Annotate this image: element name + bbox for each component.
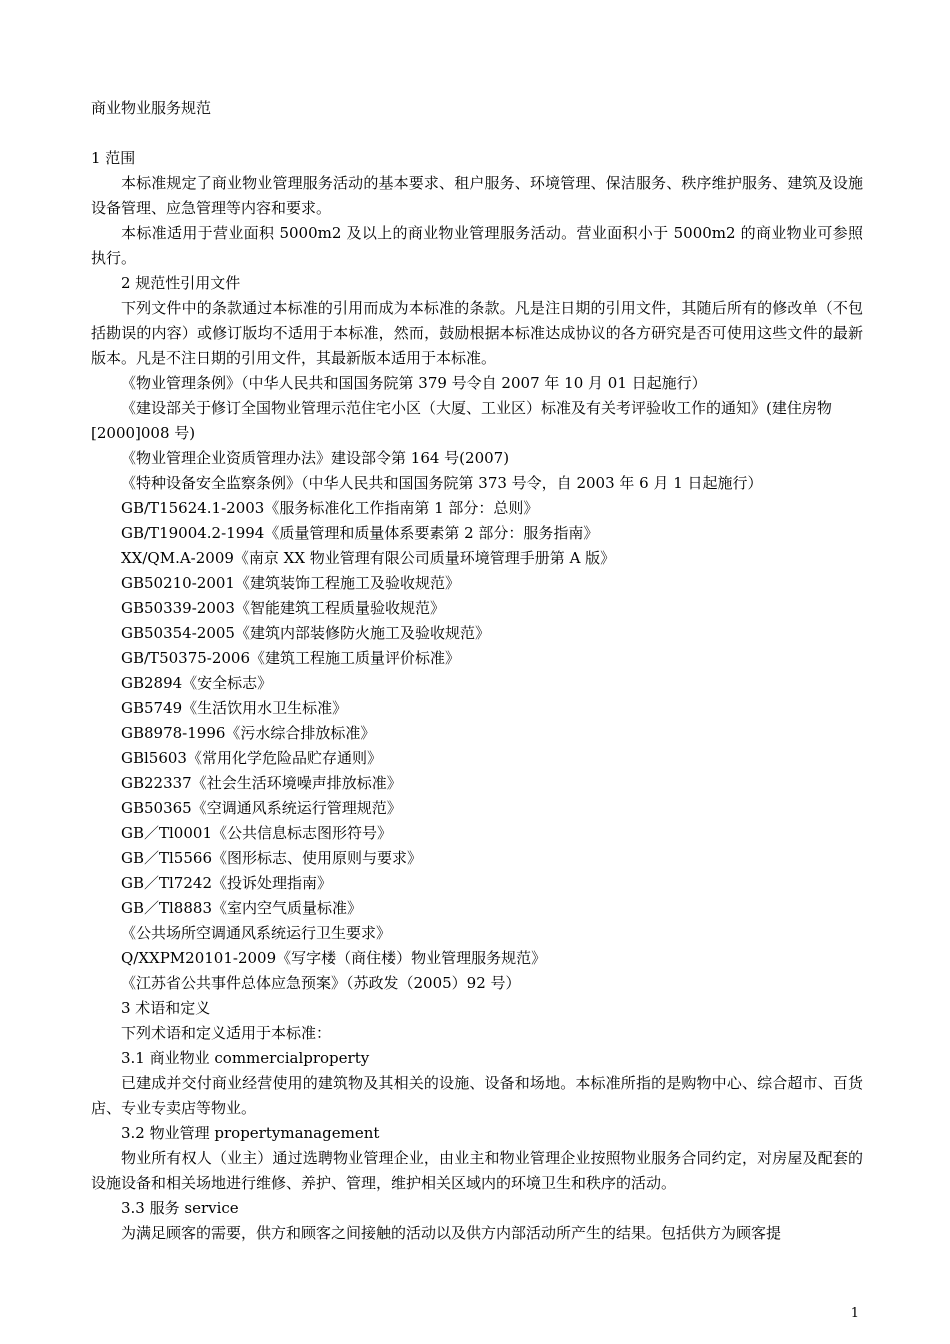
reference-item: GB／Tl8883《室内空气质量标准》 [121,899,362,917]
reference-item: GB5749《生活饮用水卫生标准》 [121,699,348,717]
term-definition: 已建成并交付商业经营使用的建筑物及其相关的设施、设备和场地。本标准所指的是购物中心、综合超市、百货店、专业专卖店等物业。 [91,1074,863,1117]
section-1-paragraph-scope: 本标准规定了商业物业管理服务活动的基本要求、租户服务、环境管理、保洁服务、秩序维护服务、建筑及设施设备管理、应急管理等内容和要求。 [91,174,863,217]
reference-item: GB50354-2005《建筑内部装修防火施工及验收规范》 [121,624,490,642]
document-title: 商业物业服务规范 [91,99,212,117]
reference-item: GB2894《安全标志》 [121,674,273,692]
term-heading: 3.2 物业管理 propertymanagement [121,1124,380,1142]
reference-item: GB50210-2001《建筑装饰工程施工及验收规范》 [121,574,460,592]
reference-item: GB／Tl0001《公共信息标志图形符号》 [121,824,392,842]
reference-item: GB8978-1996《污水综合排放标准》 [121,724,376,742]
page-number: 1 [850,1306,859,1321]
reference-item: XX/QM.A-2009《南京 XX 物业管理有限公司质量环境管理手册第 A 版》 [121,549,616,567]
blank-line [91,121,863,146]
section-2-intro: 下列文件中的条款通过本标准的引用而成为本标准的条款。凡是注日期的引用文件，其随后所有的修改单（不包括勘误的内容）或修订版均不适用于本标准，然而，鼓励根据本标准达成协议的各方研究是否可使用这些文件的最新版本。凡是不注日期的引用文件，其最新版本适用于本标准。 [91,299,863,367]
reference-item: 《物业管理企业资质管理办法》建设部令第 164 号(2007) [121,449,510,467]
reference-item: GBl5603《常用化学危险品贮存通则》 [121,749,382,767]
section-3-heading: 3 术语和定义 [121,999,211,1017]
reference-item: GB22337《社会生活环境噪声排放标准》 [121,774,402,792]
reference-item: 《特种设备安全监察条例》（中华人民共和国国务院第 373 号令，自 2003 年 6 月 1 日起施行） [121,474,763,492]
reference-item: 《建设部关于修订全国物业管理示范住宅小区（大厦、工业区）标准及有关考评验收工作的通知》(建住房物[2000]008 号) [91,399,832,442]
reference-item: 《江苏省公共事件总体应急预案》（苏政发（2005）92 号） [121,974,521,992]
section-1-paragraph-applicability: 本标准适用于营业面积 5000m2 及以上的商业物业管理服务活动。营业面积小于 5000m2 的商业物业可参照执行。 [91,224,863,267]
term-definition: 物业所有权人（业主）通过选聘物业管理企业，由业主和物业管理企业按照物业服务合同约定，对房屋及配套的设施设备和相关场地进行维修、养护、管理，维护相关区域内的环境卫生和秩序的活动。 [91,1149,863,1192]
reference-item: Q/XXPM20101-2009《写字楼（商住楼）物业管理服务规范》 [121,949,547,967]
reference-item: GB/T50375-2006《建筑工程施工质量评价标准》 [121,649,461,667]
reference-item: GB／Tl7242《投诉处理指南》 [121,874,332,892]
term-heading: 3.1 商业物业 commercialproperty [121,1049,370,1067]
reference-item: GB50365《空调通风系统运行管理规范》 [121,799,402,817]
document-body [91,96,863,1246]
reference-item: GB/T15624.1-2003《服务标准化工作指南第 1 部分：总则》 [121,499,539,517]
section-1-heading: 1 范围 [91,149,136,167]
section-3-intro: 下列术语和定义适用于本标准： [121,1024,332,1042]
term-definition: 为满足顾客的需要，供方和顾客之间接触的活动以及供方内部活动所产生的结果。包括供方为顾客提 [121,1224,782,1242]
reference-item: 《物业管理条例》（中华人民共和国国务院第 379 号令自 2007 年 10 月 01 日起施行） [121,374,707,392]
reference-item: GB／Tl5566《图形标志、使用原则与要求》 [121,849,422,867]
reference-item: GB/T19004.2-1994《质量管理和质量体系要素第 2 部分：服务指南》 [121,524,599,542]
reference-item: 《公共场所空调通风系统运行卫生要求》 [121,924,392,942]
reference-item: GB50339-2003《智能建筑工程质量验收规范》 [121,599,445,617]
term-heading: 3.3 服务 service [121,1199,239,1217]
section-2-heading: 2 规范性引用文件 [121,274,241,292]
